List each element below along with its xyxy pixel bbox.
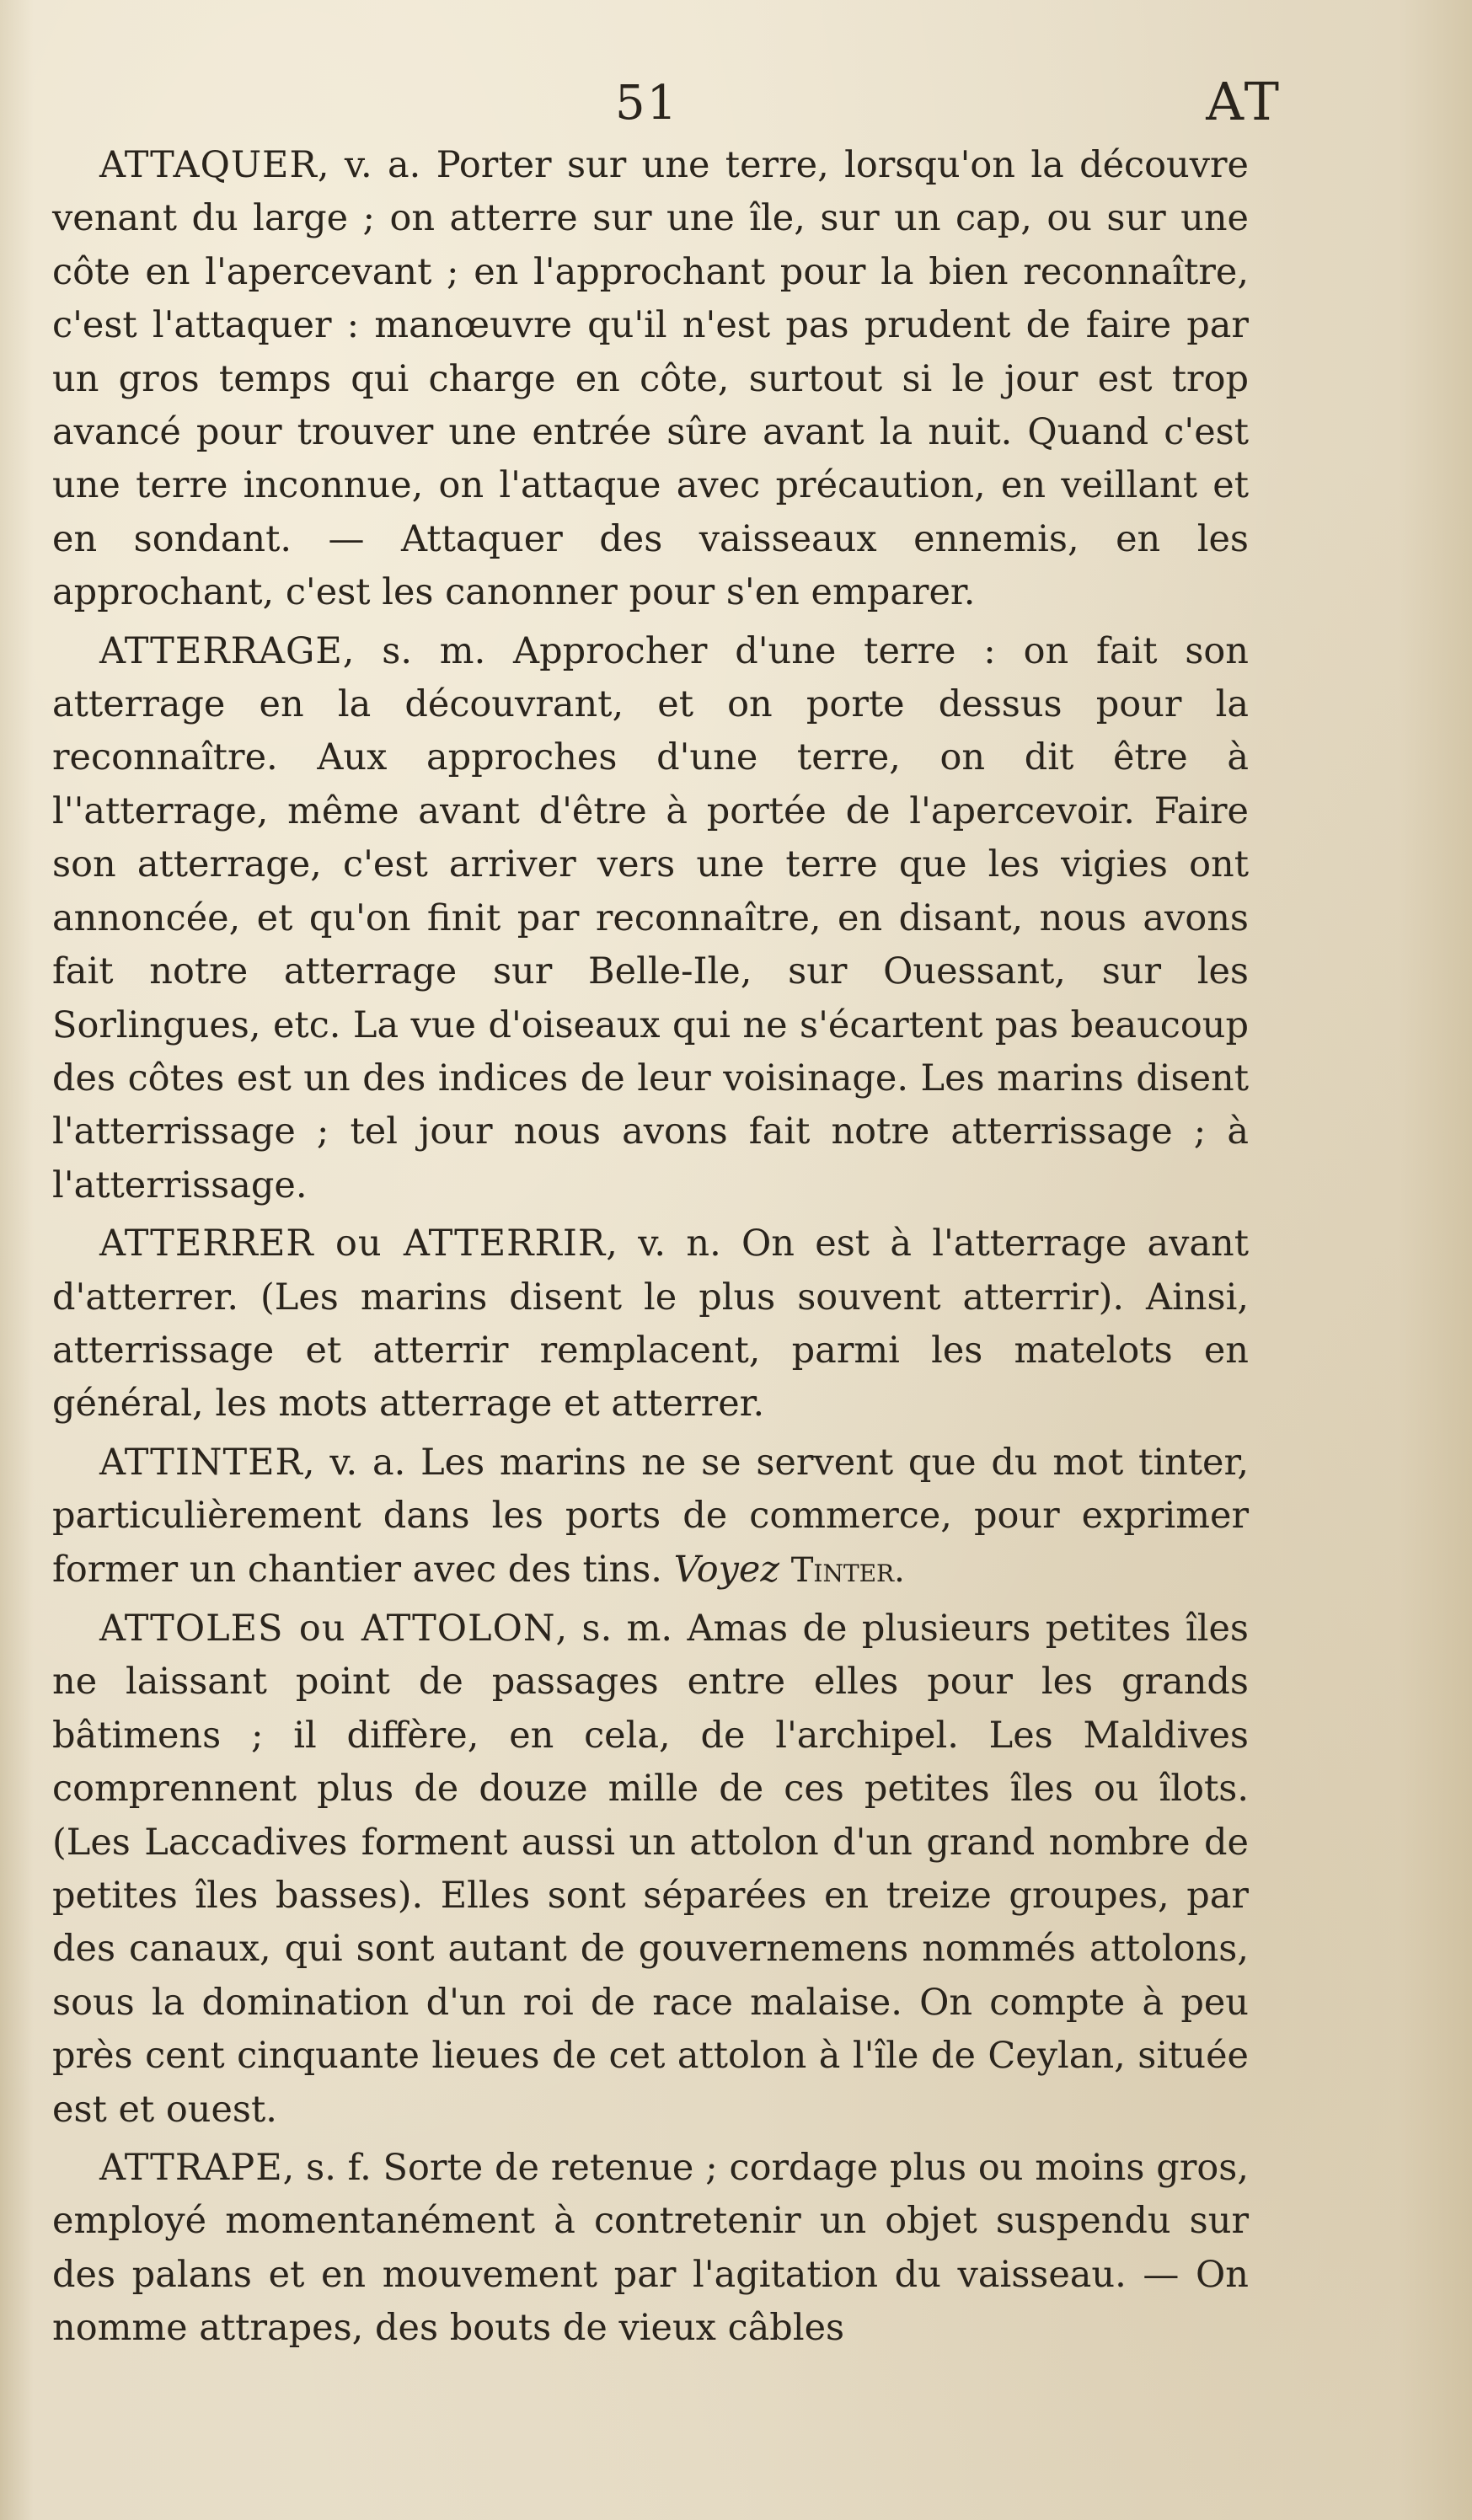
entry-attoles — [52, 1602, 1249, 2137]
entry-atterrer — [52, 1217, 1249, 1431]
entry-text: , v. a. Porter sur une terre, lorsqu'on la découvre venant du large ; on atterre sur une île, sur un cap, ou sur une côte en l'apercevant ; en l'approchant pour la bien reconnaître, c'est l'attaquer : manœuvre qu'il n'est pas prudent de faire par un gros temps qui charge en côte, surtout si le jour est trop avancé pour trouver une entrée sûre avant la nuit. Quand c'est une terre inconnue, on l'attaque avec précaution, en veillant et en sondant. — Attaquer des vaisseaux ennemis, en les approchant, c'est les canonner pour s'en emparer. — [52, 144, 1249, 614]
page-number: 51 — [615, 76, 679, 131]
entry-atterrage — [52, 625, 1249, 1212]
entry-text: , v. a. Les marins ne se servent que du mot tinter, particulièrement dans les ports de commerce, pour exprimer former un chantier avec des tins. — [52, 1441, 1249, 1591]
cross-reference: Tinter. — [790, 1550, 905, 1590]
entry-attinter — [52, 1437, 1249, 1597]
entry-text: , v. n. On est à l'atterrage avant d'atterrer. (Les marins disent le plus souvent atterrir). Ainsi, atterrissage et atterrir remplacent, parmi les matelots en général, les mots atterrage et atterrer. — [52, 1223, 1249, 1426]
entry-attaquer — [52, 139, 1249, 620]
entry-text: , s. f. Sorte de retenue ; cordage plus ou moins gros, employé momentanément à contretenir un objet suspendu sur des palans et en mouvement par l'agitation du vaisseau. — On nomme attrapes, des bouts de vieux câbles — [52, 2147, 1249, 2350]
entry-headword: ATTOLES ou ATTOLON — [99, 1607, 556, 1650]
entry-text: , s. m. Approcher d'une terre : on fait son atterrage en la découvrant, et on porte dessus pour la reconnaître. Aux approches d'une terre, on dit être à l''atterrage, même avant d'être à portée de l'apercevoir. Faire son atterrage, c'est arriver vers une terre que les vigies ont annoncée, et qu'on finit par reconnaître, en disant, nous avons fait notre atterrage sur Belle-Ile, sur Ouessant, sur les Sorlingues, etc. La vue d'oiseaux qui ne s'écartent pas beaucoup des côtes est un des indices de leur voisinage. Les marins disent l'atterrissage ; tel jour nous avons fait notre atterrissage ; à l'atterrissage. — [52, 629, 1249, 1206]
entry-headword: ATTAQUER — [99, 144, 318, 186]
entry-headword: ATTINTER — [99, 1441, 303, 1484]
text-body — [52, 139, 1249, 2361]
entry-text: , s. m. Amas de plusieurs petites îles ne laissant point de passages entre elles pour les grands bâtimens ; il diffère, en cela, de l'archipel. Les Maldives comprennent plus de douze mille de ces petites îles ou îlots. (Les Laccadives forment aussi un attolon d'un grand nombre de petites îles basses). Elles sont séparées en treize groupes, par des canaux, qui sont autant de gouvernemens nommés attolons, sous la domination d'un roi de race malaise. On compte à peu près cent cinquante lieues de cet attolon à l'île de Ceylan, située est et ouest. — [52, 1607, 1249, 2131]
entry-headword: ATTERRER ou ATTERRIR — [99, 1223, 607, 1265]
entry-headword: ATTERRAGE — [99, 629, 343, 672]
guide-word: AT — [1206, 71, 1282, 132]
entry-attrape — [52, 2142, 1249, 2356]
entry-headword: ATTRAPE — [99, 2147, 283, 2190]
see-label: Voyez — [673, 1548, 780, 1591]
running-head — [0, 59, 1472, 132]
